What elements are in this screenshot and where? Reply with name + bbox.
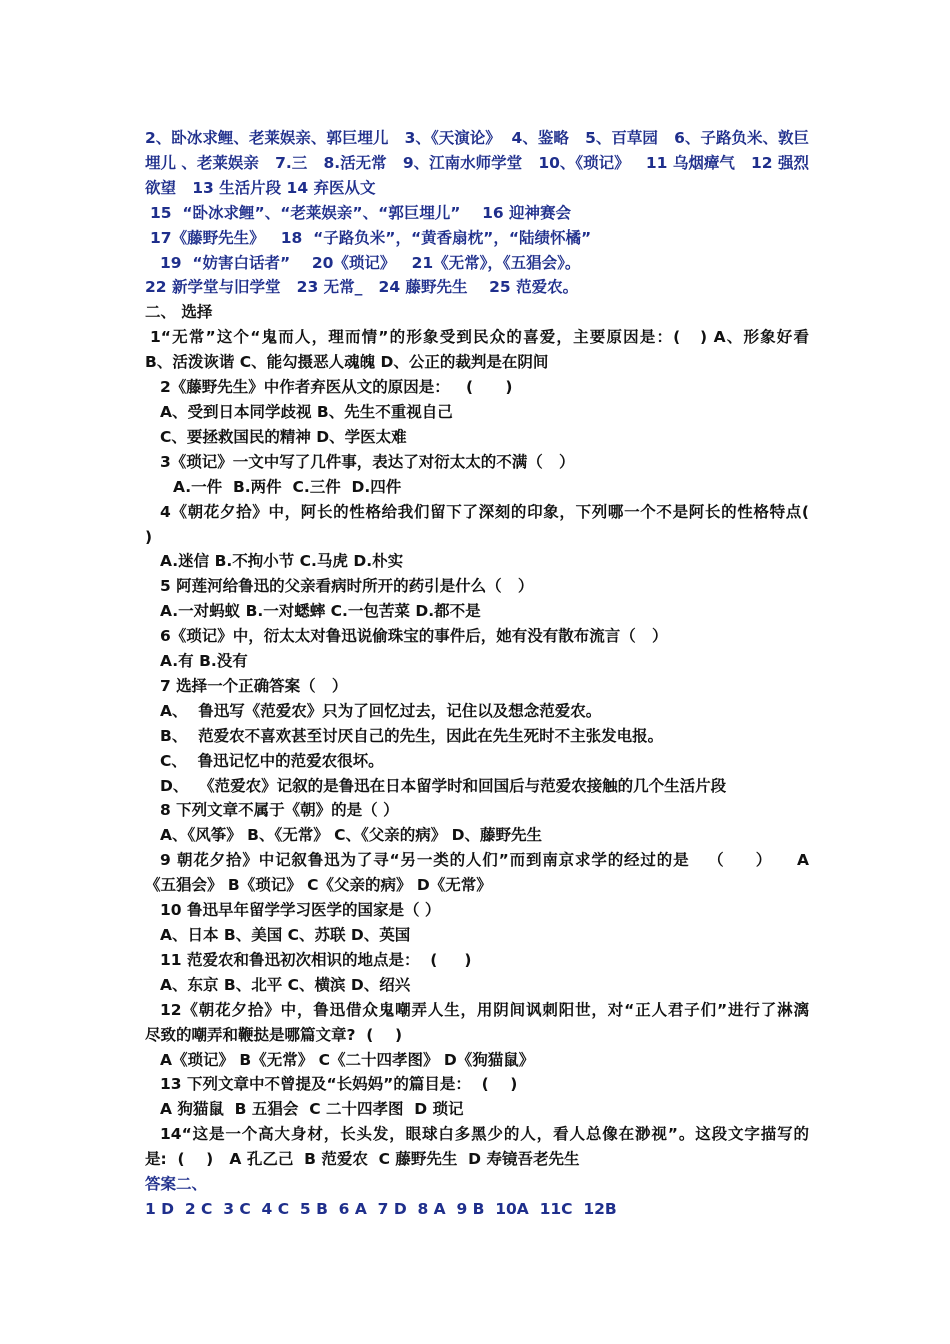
question-line: A、《风筝》 B、《无常》 C、《父亲的病》 D、藤野先生 — [160, 826, 542, 845]
question-line: A、东京 B、北平 C、横滨 D、绍兴 — [160, 975, 411, 994]
answer-line: 埋儿 、老莱娱亲 7.三 8.活无常 9、江南水师学堂 10、《琐记》 11 乌烟瘴气 12 强烈 — [145, 153, 809, 172]
question-line: A 狗猫鼠 B 五猖会 C 二十四孝图 D 琐记 — [160, 1100, 464, 1119]
question-line: B、 范爱农不喜欢甚至讨厌自己的先生，因此在先生死时不主张发电报。 — [160, 726, 664, 745]
question-line: C、 鲁迅记忆中的范爱农很坏。 — [160, 751, 384, 770]
question-line: 11 范爱农和鲁迅初次相识的地点是： ( ) — [160, 950, 472, 969]
question-line: 尽致的嘲弄和鞭挞是哪篇文章? ( ) — [145, 1025, 403, 1044]
answer-line: 17《藤野先生》 18 “子路负米”，“黄香扇枕”，“陆绩怀橘” — [150, 228, 592, 247]
question-line: ) — [145, 527, 153, 546]
choice-questions — [145, 325, 809, 1172]
question-line: A、 鲁迅写《范爱农》只为了回忆过去，记住以及想念范爱农。 — [160, 701, 602, 720]
question-line: 《五猖会》 B《琐记》 C《父亲的病》 D《无常》 — [145, 876, 492, 895]
question-line: 7 选择一个正确答案（ ） — [160, 676, 348, 695]
answer-line: 15 “卧冰求鲤”、“老莱娱亲”、“郭巨埋儿” 16 迎神赛会 — [150, 203, 572, 222]
question-line: 6《琐记》中，衍太太对鲁迅说偷珠宝的事件后，她有没有散布流言（ ） — [160, 627, 668, 646]
question-line: 5 阿莲河给鲁迅的父亲看病时所开的药引是什么（ ） — [160, 577, 534, 596]
question-line: 2《藤野先生》中作者弃医从文的原因是： ( ) — [160, 378, 513, 397]
question-line: A.一对蚂蚁 B.一对蟋蟀 C.一包苦菜 D.都不是 — [160, 602, 481, 621]
question-line: A.迷信 B.不拘小节 C.马虎 D.朴实 — [160, 552, 404, 571]
question-line: 4《朝花夕拾》中，阿长的性格给我们留下了深刻的印象，下列哪一个不是阿长的性格特点( — [160, 502, 809, 521]
question-line: 13 下列文章中不曾提及“长妈妈”的篇目是： ( ) — [160, 1075, 518, 1094]
answer-line: 2、卧冰求鲤、老莱娱亲、郭巨埋儿 3、《天演论》 4、鉴略 5、百草园 6、子路负米、敦巨 — [145, 129, 809, 147]
question-line: A《琐记》 B《无常》 C《二十四孝图》 D《狗猫鼠》 — [160, 1050, 535, 1069]
question-line: 12《朝花夕拾》中，鲁迅借众鬼嘲弄人生，用阴间讽刺阳世，对“正人君子们”进行了淋漓 — [160, 1000, 809, 1019]
question-line: 是: ( ) A 孔乙己 B 范爱农 C 藤野先生 D 寿镜吾老先生 — [145, 1150, 580, 1169]
answer-line: 22 新学堂与旧学堂 23 无常_ 24 藤野先生 25 范爱农。 — [145, 278, 579, 297]
answer-line: 19 “妨害白话者” 20《琐记》 21《无常》，《五猖会》。 — [160, 253, 581, 272]
question-line: D、 《范爱农》记叙的是鲁迅在日本留学时和回国后与范爱农接触的几个生活片段 — [160, 776, 727, 795]
document-page — [145, 126, 809, 1222]
question-line: A、日本 B、美国 C、苏联 D、英国 — [160, 926, 411, 944]
question-line: 9 朝花夕拾》中记叙鲁迅为了寻“另一类的人们”而到南京求学的经过的是 （ ） A — [160, 851, 809, 870]
question-line: A.一件 B.两件 C.三件 D.四件 — [173, 477, 402, 496]
question-line: 8 下列文章不属于《朝》的是（ ） — [160, 801, 399, 820]
question-line: 1“无常”这个“鬼而人，理而情”的形象受到民众的喜爱，主要原因是：( ) A、形象好看 — [150, 328, 809, 347]
question-line: C、要拯救国民的精神 D、学医太难 — [160, 427, 407, 446]
answer-two-text: 1 D 2 C 3 C 4 C 5 B 6 A 7 D 8 A 9 B 10A 11C 12B — [145, 1199, 617, 1218]
answer-two-title: 答案二、 — [145, 1175, 208, 1194]
question-line: A.有 B.没有 — [160, 652, 248, 671]
answers-section-one — [145, 126, 809, 300]
question-line: 3《琐记》一文中写了几件事，表达了对衍太太的不满（ ） — [160, 452, 575, 471]
question-line: A、受到日本同学歧视 B、先生不重视自己 — [160, 402, 453, 421]
answer-line: 欲望 13 生活片段 14 弃医从文 — [145, 178, 376, 197]
question-line: 14“这是一个高大身材，长头发，眼球白多黑少的人，看人总像在渺视”。这段文字描写的 — [160, 1125, 809, 1144]
question-line: 10 鲁迅早年留学学习医学的国家是（ ） — [160, 901, 441, 920]
section-two-title: 二、 选择 — [145, 303, 213, 322]
question-line: B、活泼诙谐 C、能勾摄恶人魂魄 D、公正的裁判是在阴间 — [145, 353, 549, 372]
